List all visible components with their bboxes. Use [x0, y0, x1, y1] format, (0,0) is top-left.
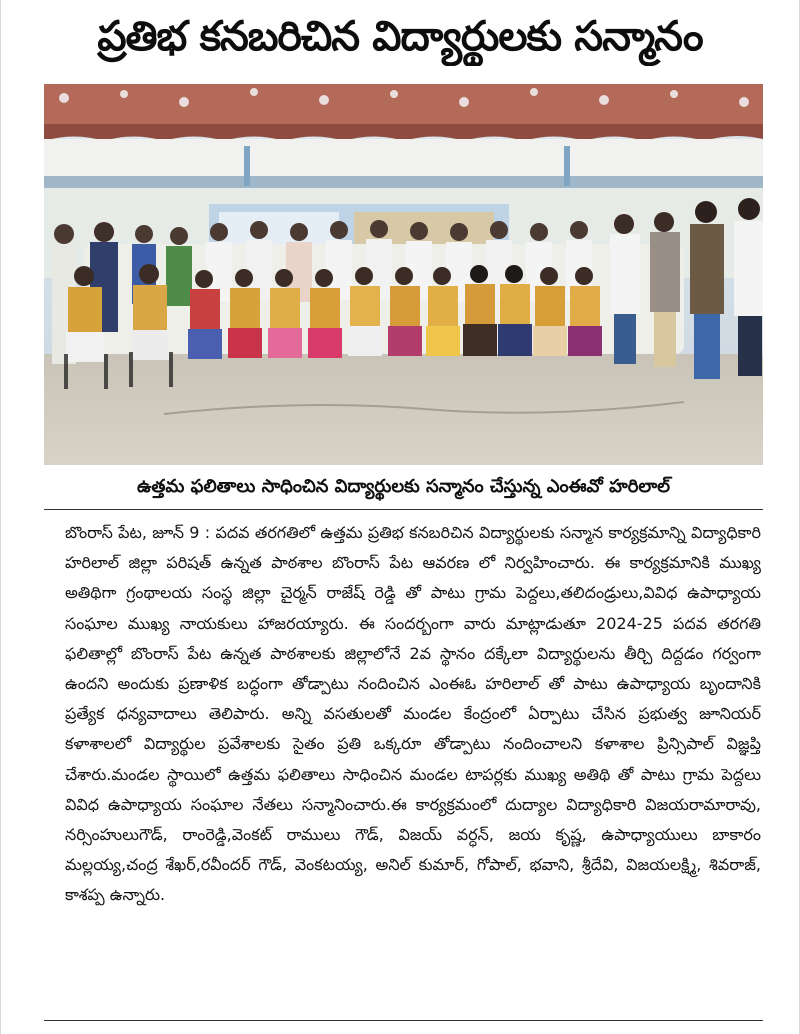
article-end-divider — [44, 1020, 763, 1021]
group-photo — [44, 84, 763, 465]
caption-divider — [44, 509, 763, 510]
headline: ప్రతిభ కనబరిచిన విద్యార్థులకు సన్మానం — [97, 12, 703, 60]
photo-caption: ఉత్తమ ఫలితాలు సాధించిన విద్యార్థులకు సన్మానం చేస్తున్న ఎంఈవో హరిలాల్ — [136, 476, 670, 497]
group-photo-icon — [44, 84, 763, 465]
article-body: బొంరాస్ పేట, జూన్ 9 : పదవ తరగతిలో ఉత్తమ ప్రతిభ కనబరిచిన విద్యార్థులకు సన్మాన కార్యక్రమాన్ని విద్యాధికారి హరిలాల్ జిల్లా పరిషత్ ఉన్నత పాఠశాల బొంరాస్ పేట ఆవరణ లో నిర్వహించారు. ఈ కార్యక్రమానికి ముఖ్య అతిథిగా గ్రంథాలయ సంస్థ జిల్లా చైర్మన్ రాజేష్ రెడ్డి తో పాటు గ్రామ పెద్దలు,తలిదండ్రులు,వివిధ ఉపాధ్యాయ సంఘాల ముఖ్య నాయకులు హాజరయ్యారు. ఈ సందర్బంగా వారు మాట్లాడుతూ 2024-25 పదవ తరగతి ఫలితాల్లో బొంరాస్ పేట ఉన్నత పాఠశాలకు జిల్లాలోనే 2వ స్థానం దక్కేలా విద్యార్థులను తీర్చి దిద్దడం గర్వంగా ఉందని అందుకు ప్రణాళిక బద్ధంగా తోడ్పాటు నందించిన ఎంఈఓ హరిలాల్ తో పాటు ఉపాధ్యాయ బృందానికి ప్రత్యేక ధన్యవాదాలు తెలిపారు. అన్ని వసతులతో మండల కేంద్రంలో ఏర్పాటు చేసిన ప్రభుత్వ జూనియర్ కళాశాలలో విద్యార్థుల ప్రవేశాలకు సైతం ప్రతి ఒక్కరూ తోడ్పాటు నందించాలని కళాశాల ప్రిన్సిపాల్ విజ్ఞప్తి చేశారు.మండల స్థాయిలో ఉత్తమ ఫలితాలు సాధించిన మండల టాపర్లకు ముఖ్య అతిథి తో పాటు గ్రామ పెద్దలు వివిధ ఉపాధ్యాయ సంఘాల నేతలు సన్మానించారు.ఈ కార్యక్రమంలో దుద్యాల విద్యాధికారి విజయరామారావు, నర్సింహులుగౌడ్, రాంరెడ్డి,వెంకట్ రాములు గౌడ్, విజయ్ వర్ధన్, జయ కృష్ణ, ఉపాధ్యాయులు బాకారం మల్లయ్య,చంద్ర శేఖర్,రవీందర్ గౌడ్, వెంకటయ్య, అనిల్ కుమార్, గోపాల్, భవాని, శ్రీదేవి, విజయలక్ష్మి, శివరాజ్, కాశప్ప ఉన్నారు. — [65, 523, 761, 905]
